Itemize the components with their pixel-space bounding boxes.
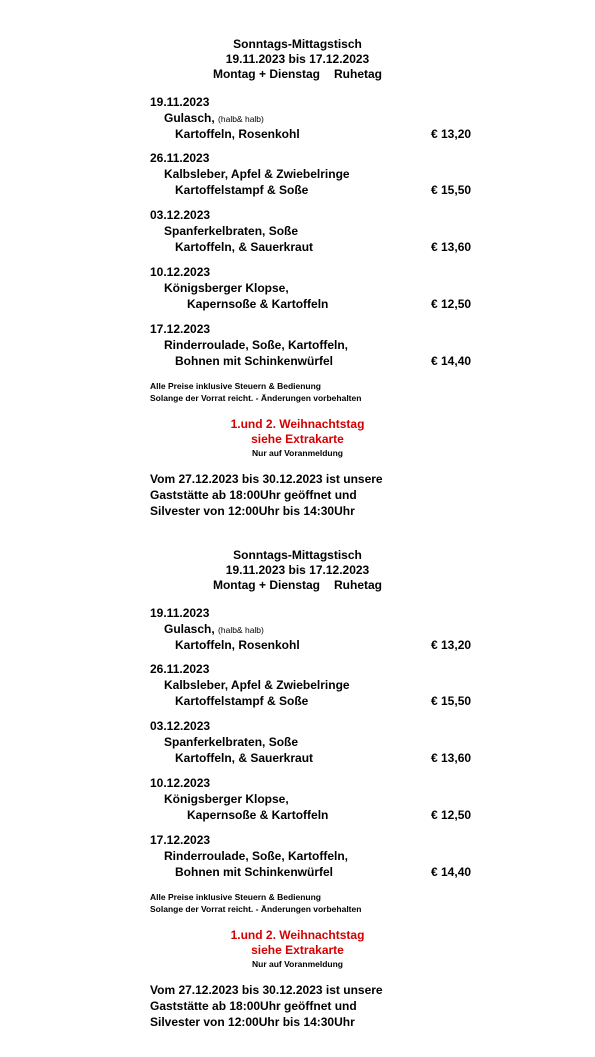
closed-label: Ruhetag <box>334 578 382 592</box>
holiday-notice <box>0 417 595 459</box>
menu-title: Sonntags-Mittagstisch <box>233 548 362 562</box>
menu-item-dish: Königsberger Klopse, <box>164 792 289 806</box>
menu-header <box>0 548 595 593</box>
menu-item-dish-line <box>150 338 490 354</box>
menu-item-dish: Kalbsleber, Apfel & Zwiebelringe <box>164 678 350 692</box>
menu-item-dish-line <box>150 849 490 865</box>
menu-item-side-line <box>150 808 490 824</box>
menu-item-date: 26.11.2023 <box>150 662 210 676</box>
menu-item-side: Kartoffeln, & Sauerkraut <box>175 240 314 254</box>
closed-days: Montag + Dienstag <box>212 67 320 81</box>
menu-item-date: 26.11.2023 <box>150 151 210 165</box>
menu-item-side: Kartoffeln, Rosenkohl <box>175 127 300 141</box>
menu-date-range: 19.11.2023 bis 17.12.2023 <box>225 563 370 577</box>
menu-item <box>150 662 490 710</box>
holiday-extra-card: siehe Extrakarte <box>251 943 344 957</box>
holiday-notice <box>0 928 595 970</box>
menu-item-date: 17.12.2023 <box>150 833 211 847</box>
menu-item <box>150 95 490 143</box>
menu-item-side: Kartoffelstampf & Soße <box>175 183 309 197</box>
footnote-line: Solange der Vorrat reicht. - Änderungen vorbehalten <box>150 393 362 403</box>
menu-item-dish: Gulasch, <box>164 622 215 636</box>
menu-item-dish-line <box>150 622 490 638</box>
menu-item-date: 03.12.2023 <box>150 208 211 222</box>
menu-date-range: 19.11.2023 bis 17.12.2023 <box>225 52 370 66</box>
menu-item-dish: Königsberger Klopse, <box>164 281 289 295</box>
opening-line: Silvester von 12:00Uhr bis 14:30Uhr <box>150 504 355 518</box>
menu-item-dish-line <box>150 224 490 240</box>
menu-item-side-line <box>150 183 490 199</box>
menu-item-dish: Kalbsleber, Apfel & Zwiebelringe <box>164 167 350 181</box>
holiday-title: 1.und 2. Weihnachtstag <box>230 928 365 942</box>
opening-line: Vom 27.12.2023 bis 30.12.2023 ist unsere <box>150 983 383 997</box>
opening-line: Silvester von 12:00Uhr bis 14:30Uhr <box>150 1015 355 1029</box>
closed-days-line <box>0 67 595 82</box>
footnote-line: Alle Preise inklusive Steuern & Bedienung <box>150 381 321 391</box>
menu-item-side-line <box>150 865 490 881</box>
menu-item <box>150 151 490 199</box>
menu-item-dish: Rinderroulade, Soße, Kartoffeln, <box>164 849 349 863</box>
menu-item-dish-line <box>150 281 490 297</box>
menu-item-side: Kapernsoße & Kartoffeln <box>187 808 329 822</box>
menu-item-side: Kartoffeln, Rosenkohl <box>175 638 300 652</box>
menu-item-price: € 13,60 <box>431 751 472 765</box>
menu-item-price: € 13,20 <box>431 127 472 141</box>
footnote-line: Solange der Vorrat reicht. - Änderungen vorbehalten <box>150 904 362 914</box>
menu-item-side-line <box>150 638 490 654</box>
menu-item-price: € 15,50 <box>431 183 472 197</box>
menu-item-side-line <box>150 240 490 256</box>
menu-item <box>150 833 490 881</box>
menu-item-dish: Gulasch, <box>164 111 215 125</box>
menu-item-price: € 13,60 <box>431 240 472 254</box>
menu-item-price: € 12,50 <box>431 808 472 822</box>
menu-item-dish-line <box>150 678 490 694</box>
menu-item-side: Kartoffeln, & Sauerkraut <box>175 751 314 765</box>
menu-item-side-line <box>150 694 490 710</box>
menu-item-dish: Spanferkelbraten, Soße <box>164 735 299 749</box>
menu-item-date: 10.12.2023 <box>150 776 211 790</box>
menu-item-date: 10.12.2023 <box>150 265 211 279</box>
menu-item-date: 19.11.2023 <box>150 606 210 620</box>
menu-item-price: € 12,50 <box>431 297 472 311</box>
menu-item <box>150 606 490 654</box>
menu-item-price: € 14,40 <box>431 865 472 879</box>
menu-item <box>150 322 490 370</box>
menu-item-dish: Rinderroulade, Soße, Kartoffeln, <box>164 338 349 352</box>
menu-item-price: € 15,50 <box>431 694 472 708</box>
menu-item-side-line <box>150 297 490 313</box>
opening-line: Gaststätte ab 18:00Uhr geöffnet und <box>150 488 357 502</box>
holiday-reservation-note: Nur auf Voranmeldung <box>252 959 343 969</box>
menu-item-dish-line <box>150 167 490 183</box>
menu-item-date: 19.11.2023 <box>150 95 210 109</box>
closed-days-line <box>0 578 595 593</box>
menu-item <box>150 776 490 824</box>
menu-item <box>150 208 490 256</box>
menu-item-date: 17.12.2023 <box>150 322 211 336</box>
menu-item-note: (halb& halb) <box>218 114 264 124</box>
price-footnote <box>150 380 361 404</box>
menu-item-side-line <box>150 354 490 370</box>
opening-line: Gaststätte ab 18:00Uhr geöffnet und <box>150 999 357 1013</box>
holiday-reservation-note: Nur auf Voranmeldung <box>252 448 343 458</box>
menu-item-dish-line <box>150 792 490 808</box>
opening-hours-notice <box>150 982 383 1030</box>
menu-item-side: Kapernsoße & Kartoffeln <box>187 297 329 311</box>
menu-item <box>150 719 490 767</box>
menu-item-side: Bohnen mit Schinkenwürfel <box>175 354 334 368</box>
menu-item-side-line <box>150 127 490 143</box>
menu-item-dish: Spanferkelbraten, Soße <box>164 224 299 238</box>
menu-item-dish-line <box>150 735 490 751</box>
closed-label: Ruhetag <box>334 67 382 81</box>
menu-item <box>150 265 490 313</box>
opening-hours-notice <box>150 471 383 519</box>
price-footnote <box>150 891 361 915</box>
menu-item-side: Bohnen mit Schinkenwürfel <box>175 865 334 879</box>
menu-item-price: € 13,20 <box>431 638 472 652</box>
menu-header <box>0 37 595 82</box>
menu-item-note: (halb& halb) <box>218 625 264 635</box>
holiday-extra-card: siehe Extrakarte <box>251 432 344 446</box>
menu-item-side: Kartoffelstampf & Soße <box>175 694 309 708</box>
menu-item-side-line <box>150 751 490 767</box>
menu-item-date: 03.12.2023 <box>150 719 211 733</box>
menu-title: Sonntags-Mittagstisch <box>233 37 362 51</box>
opening-line: Vom 27.12.2023 bis 30.12.2023 ist unsere <box>150 472 383 486</box>
closed-days: Montag + Dienstag <box>212 578 320 592</box>
menu-item-dish-line <box>150 111 490 127</box>
holiday-title: 1.und 2. Weihnachtstag <box>230 417 365 431</box>
menu-item-price: € 14,40 <box>431 354 472 368</box>
footnote-line: Alle Preise inklusive Steuern & Bedienung <box>150 892 321 902</box>
